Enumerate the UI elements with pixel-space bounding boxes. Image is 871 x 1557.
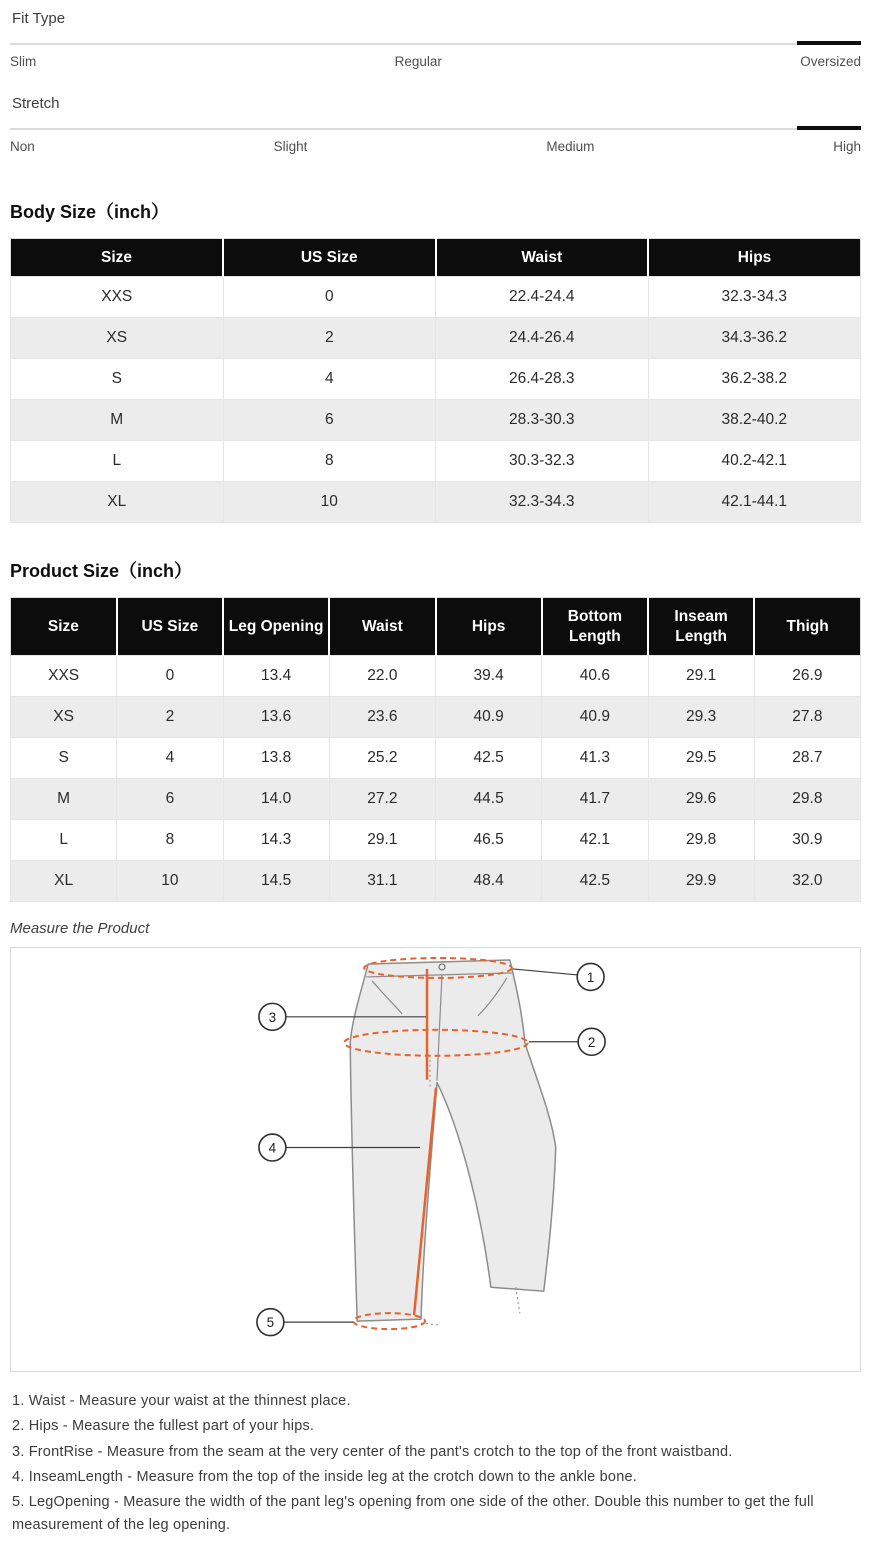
- table-cell: 30.9: [754, 820, 860, 861]
- callout-5: [257, 1309, 284, 1336]
- table-cell: 2: [117, 697, 223, 738]
- table-cell: 10: [117, 861, 223, 902]
- table-cell: 8: [223, 441, 436, 482]
- fit-type-label: Fit Type: [12, 10, 66, 27]
- table-row: [11, 738, 861, 779]
- pants-outline: [350, 960, 556, 1325]
- column-header: Leg Opening: [223, 598, 329, 656]
- callout-1: [577, 964, 604, 991]
- header-row: [11, 239, 861, 277]
- stretch-option-high: High: [833, 139, 861, 154]
- fit-type-options: [10, 45, 861, 69]
- note-front-rise: 3. FrontRise - Measure from the seam at the very center of the pant's crotch to the top of the front waistband.: [12, 1443, 733, 1460]
- fit-type-option-regular: Regular: [394, 54, 442, 69]
- table-cell: 13.6: [223, 697, 329, 738]
- column-header: Size: [11, 598, 117, 656]
- table-cell: 24.4-26.4: [436, 318, 649, 359]
- table-cell: 13.4: [223, 656, 329, 697]
- table-cell: 27.8: [754, 697, 860, 738]
- table-cell: 27.2: [329, 779, 435, 820]
- table-cell: 41.3: [542, 738, 648, 779]
- table-cell: 6: [223, 400, 436, 441]
- table-cell: M: [11, 400, 224, 441]
- table-cell: 2: [223, 318, 436, 359]
- table-cell: 14.5: [223, 861, 329, 902]
- table-cell: 26.4-28.3: [436, 359, 649, 400]
- fit-type-option-oversized: Oversized: [800, 54, 861, 69]
- fit-type-scale: [10, 6, 861, 69]
- table-cell: 46.5: [436, 820, 542, 861]
- table-cell: XS: [11, 318, 224, 359]
- table-cell: 42.1-44.1: [648, 482, 861, 523]
- table-cell: 32.3-34.3: [436, 482, 649, 523]
- table-cell: XXS: [11, 656, 117, 697]
- table-cell: 40.9: [436, 697, 542, 738]
- fit-type-indicator: [797, 41, 861, 45]
- stretch-options: [10, 130, 861, 154]
- note-leg-opening: 5. LegOpening - Measure the width of the pant leg's opening from one side of the other. Double this number to get the full measurement of the leg opening.: [12, 1493, 814, 1534]
- column-header: Waist: [329, 598, 435, 656]
- table-cell: 14.3: [223, 820, 329, 861]
- svg-text:4: 4: [268, 1140, 277, 1156]
- table-row: [11, 779, 861, 820]
- column-header: Waist: [436, 239, 649, 277]
- table-cell: 34.3-36.2: [648, 318, 861, 359]
- table-row: [11, 441, 861, 482]
- table-cell: 29.8: [754, 779, 860, 820]
- note-inseam-length: 4. InseamLength - Measure from the top of the inside leg at the crotch down to the ankle bone.: [12, 1468, 637, 1485]
- callout-3: [259, 1003, 286, 1030]
- note-waist: 1. Waist - Measure your waist at the thinnest place.: [12, 1393, 351, 1410]
- stretch-indicator: [797, 126, 861, 130]
- table-cell: S: [11, 359, 224, 400]
- table-cell: 40.6: [542, 656, 648, 697]
- table-cell: 10: [223, 482, 436, 523]
- fit-scales-section: [10, 6, 861, 154]
- fit-type-option-slim: Slim: [10, 54, 37, 69]
- table-cell: 26.9: [754, 656, 860, 697]
- table-row: [11, 861, 861, 902]
- table-cell: 31.1: [329, 861, 435, 902]
- table-cell: 40.9: [542, 697, 648, 738]
- column-header: US Size: [223, 239, 436, 277]
- table-cell: 29.9: [648, 861, 754, 902]
- table-cell: 29.8: [648, 820, 754, 861]
- table-cell: 6: [117, 779, 223, 820]
- table-cell: XL: [11, 861, 117, 902]
- fit-type-track: [10, 43, 861, 45]
- table-cell: 0: [117, 656, 223, 697]
- table-row: [11, 359, 861, 400]
- table-cell: 42.5: [436, 738, 542, 779]
- table-cell: 22.0: [329, 656, 435, 697]
- table-cell: 8: [117, 820, 223, 861]
- measurement-notes: [10, 1384, 861, 1537]
- table-cell: 36.2-38.2: [648, 359, 861, 400]
- measure-title: Measure the Product: [10, 920, 150, 938]
- table-row: [11, 697, 861, 738]
- table-cell: 39.4: [436, 656, 542, 697]
- product-size-title: Product Size（inch）: [10, 561, 193, 582]
- table-cell: 41.7: [542, 779, 648, 820]
- table-row: [11, 820, 861, 861]
- table-row: [11, 277, 861, 318]
- table-cell: 0: [223, 277, 436, 318]
- table-cell: 42.5: [542, 861, 648, 902]
- column-header: Inseam Length: [648, 598, 754, 656]
- column-header: Bottom Length: [542, 598, 648, 656]
- stretch-scale: [10, 91, 861, 154]
- table-row: [11, 400, 861, 441]
- table-cell: 28.7: [754, 738, 860, 779]
- table-cell: XS: [11, 697, 117, 738]
- table-cell: XL: [11, 482, 224, 523]
- table-cell: XXS: [11, 277, 224, 318]
- table-cell: 38.2-40.2: [648, 400, 861, 441]
- table-cell: 25.2: [329, 738, 435, 779]
- column-header: Size: [11, 239, 224, 277]
- table-cell: 32.0: [754, 861, 860, 902]
- stretch-label: Stretch: [12, 95, 60, 112]
- table-row: [11, 482, 861, 523]
- column-header: Hips: [436, 598, 542, 656]
- table-cell: 42.1: [542, 820, 648, 861]
- table-cell: 29.6: [648, 779, 754, 820]
- note-hips: 2. Hips - Measure the fullest part of your hips.: [12, 1418, 315, 1435]
- body-size-table: [10, 238, 861, 523]
- table-cell: 13.8: [223, 738, 329, 779]
- callout-4: [259, 1134, 286, 1161]
- stretch-option-non: Non: [10, 139, 35, 154]
- stretch-track: [10, 128, 861, 130]
- stretch-option-slight: Slight: [273, 139, 308, 154]
- table-cell: S: [11, 738, 117, 779]
- table-cell: 4: [223, 359, 436, 400]
- table-cell: 44.5: [436, 779, 542, 820]
- callout-2: [578, 1028, 605, 1055]
- column-header: Thigh: [754, 598, 860, 656]
- table-cell: 29.3: [648, 697, 754, 738]
- table-cell: 48.4: [436, 861, 542, 902]
- table-row: [11, 656, 861, 697]
- table-cell: 40.2-42.1: [648, 441, 861, 482]
- column-header: US Size: [117, 598, 223, 656]
- svg-text:3: 3: [268, 1009, 277, 1025]
- table-cell: L: [11, 820, 117, 861]
- svg-text:5: 5: [266, 1315, 275, 1331]
- table-cell: 14.0: [223, 779, 329, 820]
- column-header: Hips: [648, 239, 861, 277]
- table-cell: 4: [117, 738, 223, 779]
- product-size-table: [10, 597, 861, 902]
- table-cell: 30.3-32.3: [436, 441, 649, 482]
- table-cell: 29.5: [648, 738, 754, 779]
- product-size-table-wrap: [10, 597, 861, 902]
- pants-diagram-svg: [11, 948, 860, 1371]
- body-size-table-wrap: [10, 238, 861, 523]
- table-cell: 28.3-30.3: [436, 400, 649, 441]
- table-cell: 29.1: [329, 820, 435, 861]
- table-cell: 22.4-24.4: [436, 277, 649, 318]
- body-size-title: Body Size（inch）: [10, 202, 170, 222]
- table-cell: 23.6: [329, 697, 435, 738]
- svg-text:2: 2: [587, 1034, 596, 1050]
- table-cell: M: [11, 779, 117, 820]
- table-cell: 29.1: [648, 656, 754, 697]
- table-row: [11, 318, 861, 359]
- table-cell: 32.3-34.3: [648, 277, 861, 318]
- header-row: [11, 598, 861, 656]
- svg-text:1: 1: [586, 970, 595, 986]
- stretch-option-medium: Medium: [546, 139, 595, 154]
- measure-diagram: [10, 947, 861, 1372]
- table-cell: L: [11, 441, 224, 482]
